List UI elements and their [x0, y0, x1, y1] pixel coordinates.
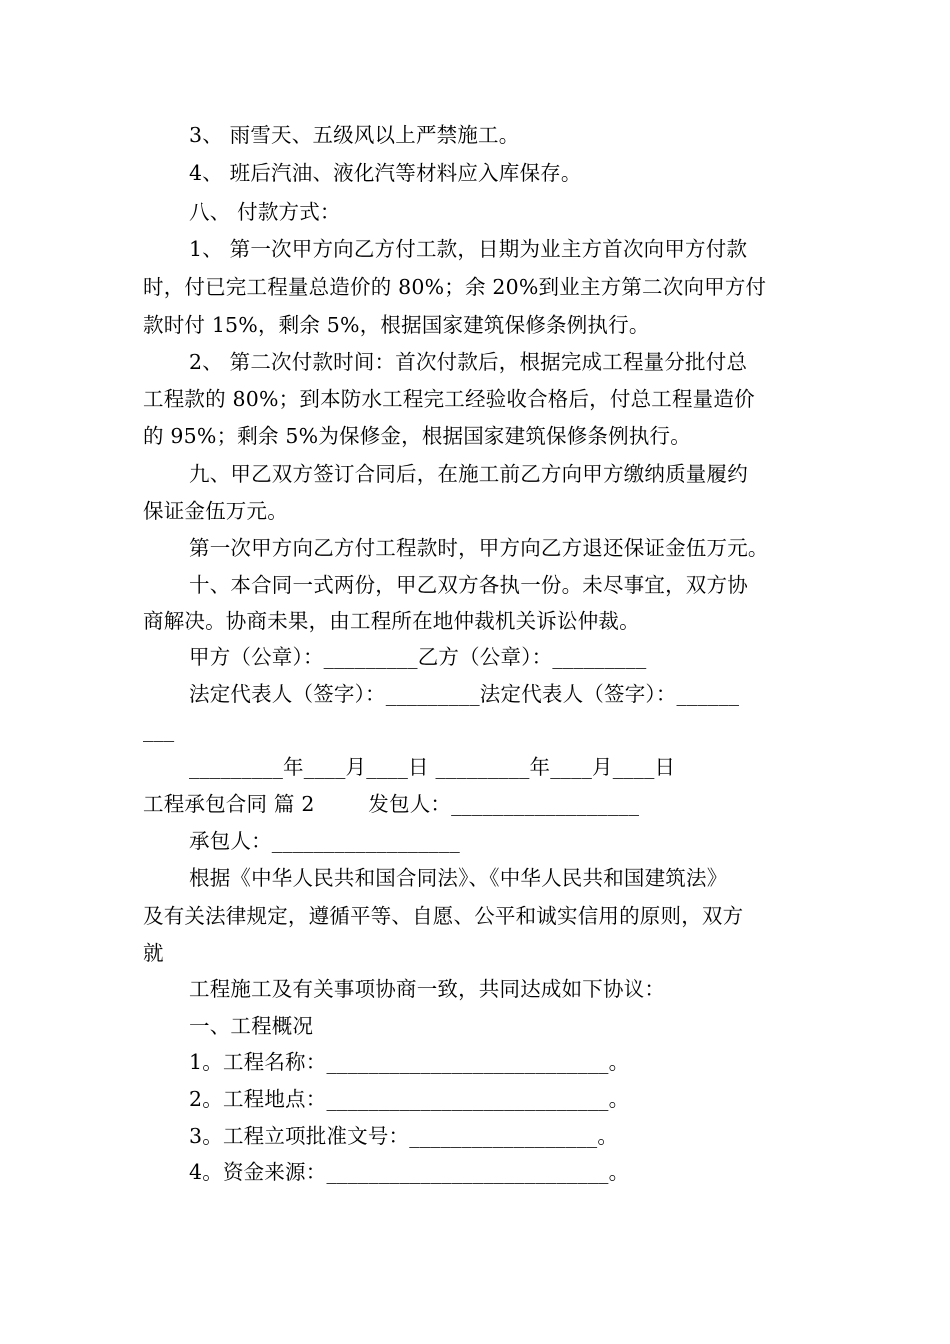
document-page: 3、 雨雪天、五级风以上严禁施工。 4、 班后汽油、液化汽等材料应入库保存。 八、 付款方式： 1、 第一次甲方向乙方付工款，日期为业主方首次向甲方付款 时，付已完工程量总造价的 80%；余 20%到业主方第二次向甲方付 款时付 15%，剩余 5%，根据国家建筑保修条例执行。 2、 第二次付款时间：首次付款后，根据完成工程量分批付总 工程款的 80%；到本防水工程完工经验收合格后，付总工程量造价 的 95%；剩余 5%为保修金，根据国家建筑保修条例执行。 九、甲乙双方签订合同后，在施工前乙方向甲方缴纳质量履约 保证金伍万元。 第一次甲方向乙方付工程款时，甲方向乙方退还保证金伍万元。 十、本合同一式两份，甲乙双方各执一份。未尽事宜，双方协 商解决。协商未果，由工程所在地仲裁机关诉讼仲裁。 甲方（公章）：_________乙方（公章）：_________ 法定代表人（签字）：_________法定代表人（签字）：______ ___ _________年____月____日 _________年____月____日 工程承包合同 篇 2 发包人：__________________ 承包人：__________________ 根据《中华人民共和国合同法》、《中华人民共和国建筑法》 及有关法律规定，遵循平等、自愿、公平和诚实信用的原则，双方 就 工程施工及有关事项协商一致，共同达成如下协议： 一、工程概况 1。工程名称：___________________________。 2。工程地点：___________________________。 3。工程立项批准文号：__________________。 4。资金来源：___________________________。	[0, 0, 950, 1344]
